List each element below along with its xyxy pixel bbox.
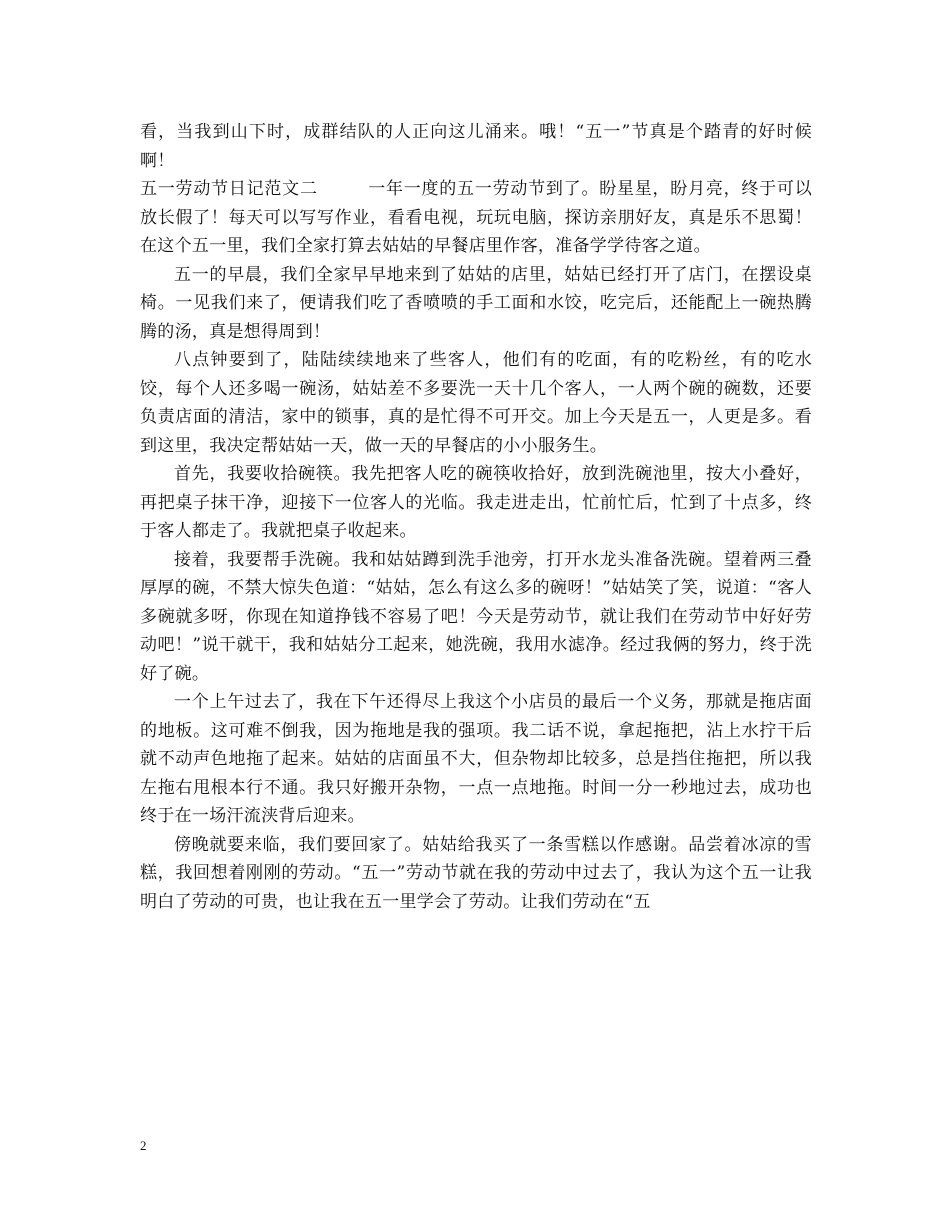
paragraph-evening xyxy=(140,831,812,917)
paragraph-wash-dishes xyxy=(140,546,812,689)
paragraph-text: 一年一度的五一劳动节到了。盼星星，盼月亮，终于可以放长假了！每天可以写写作业，看看电视，玩玩电脑，探访亲朋好友，真是乐不思蜀！在这个五一里，我们全家打算去姑姑的早餐店里作客，准备学学待客之道。 xyxy=(140,179,813,256)
paragraph-continuation xyxy=(140,118,812,175)
paragraph-text: 一个上午过去了，我在下午还得尽上我这个小店员的最后一个义务，那就是拖店面的地板。这可难不倒我，因为拖地是我的强项。我二话不说，拿起拖把，沾上水拧干后就不动声色地拖了起来。姑姑的店面虽不大，但杂物却比较多，总是挡住拖把，所以我左拖右甩根本行不通。我只好搬开杂物，一点一点地拖。时间一分一秒地过去，成功也终于在一场汗流浃背后迎来。 xyxy=(140,692,812,826)
paragraph-text: 傍晚就要来临，我们要回家了。姑姑给我买了一条雪糕以作感谢。品尝着冰凉的雪糕，我回想着刚刚的劳动。“五一”劳动节就在我的劳动中过去了，我认为这个五一让我明白了劳动的可贵，也让我在五一里学会了劳动。让我们劳动在“五 xyxy=(140,834,812,912)
paragraph-text: 五一的早晨，我们全家早早地来到了姑姑的店里，姑姑已经打开了店门，在摆设桌椅。一见我们来了，便请我们吃了香喷喷的手工面和水饺，吃完后，还能配上一碗热腾腾的汤，真是想得周到！ xyxy=(140,264,812,342)
paragraph-clear-tables xyxy=(140,460,812,546)
paragraph-customers xyxy=(140,346,812,460)
page-number: 2 xyxy=(140,1138,147,1153)
paragraph-mop-floor xyxy=(140,688,812,831)
paragraph-morning xyxy=(140,261,812,347)
paragraph-text: 首先，我要收拾碗筷。我先把客人吃的碗筷收拾好，放到洗碗池里，按大小叠好，再把桌子抹干净，迎接下一位客人的光临。我走进走出，忙前忙后，忙到了十点多，终于客人都走了。我就把桌子收起来。 xyxy=(140,464,812,541)
paragraph-section-two xyxy=(140,175,812,261)
paragraph-text: 八点钟要到了，陆陆续续地来了些客人，他们有的吃面，有的吃粉丝，有的吃水饺，每个人还多喝一碗汤，姑姑差不多要洗一天十几个客人，一人两个碗的碗数，还要负责店面的清洁，家中的锁事，真的是忙得不可开交。加上今天是五一，人更是多。看到这里，我决定帮姑姑一天，做一天的早餐店的小小服务生。 xyxy=(140,350,812,456)
paragraph-text: 接着，我要帮手洗碗。我和姑姑蹲到洗手池旁，打开水龙头准备洗碗。望着两三叠厚厚的碗，不禁大惊失色道：“姑姑，怎么有这么多的碗呀！”姑姑笑了笑，说道：“客人多碗就多呀，你现在知道挣钱不容易了吧！今天是劳动节，就让我们在劳动节中好好劳动吧！”说干就干，我和姑姑分工起来，她洗碗，我用水滤净。经过我俩的努力，终于洗好了碗。 xyxy=(140,549,812,684)
document-body xyxy=(140,118,812,916)
paragraph-text: 看，当我到山下时，成群结队的人正向这儿涌来。哦！“五一”节真是个踏青的好时候啊！ xyxy=(140,122,812,171)
section-heading: 五一劳动节日记范文二 xyxy=(140,179,318,199)
